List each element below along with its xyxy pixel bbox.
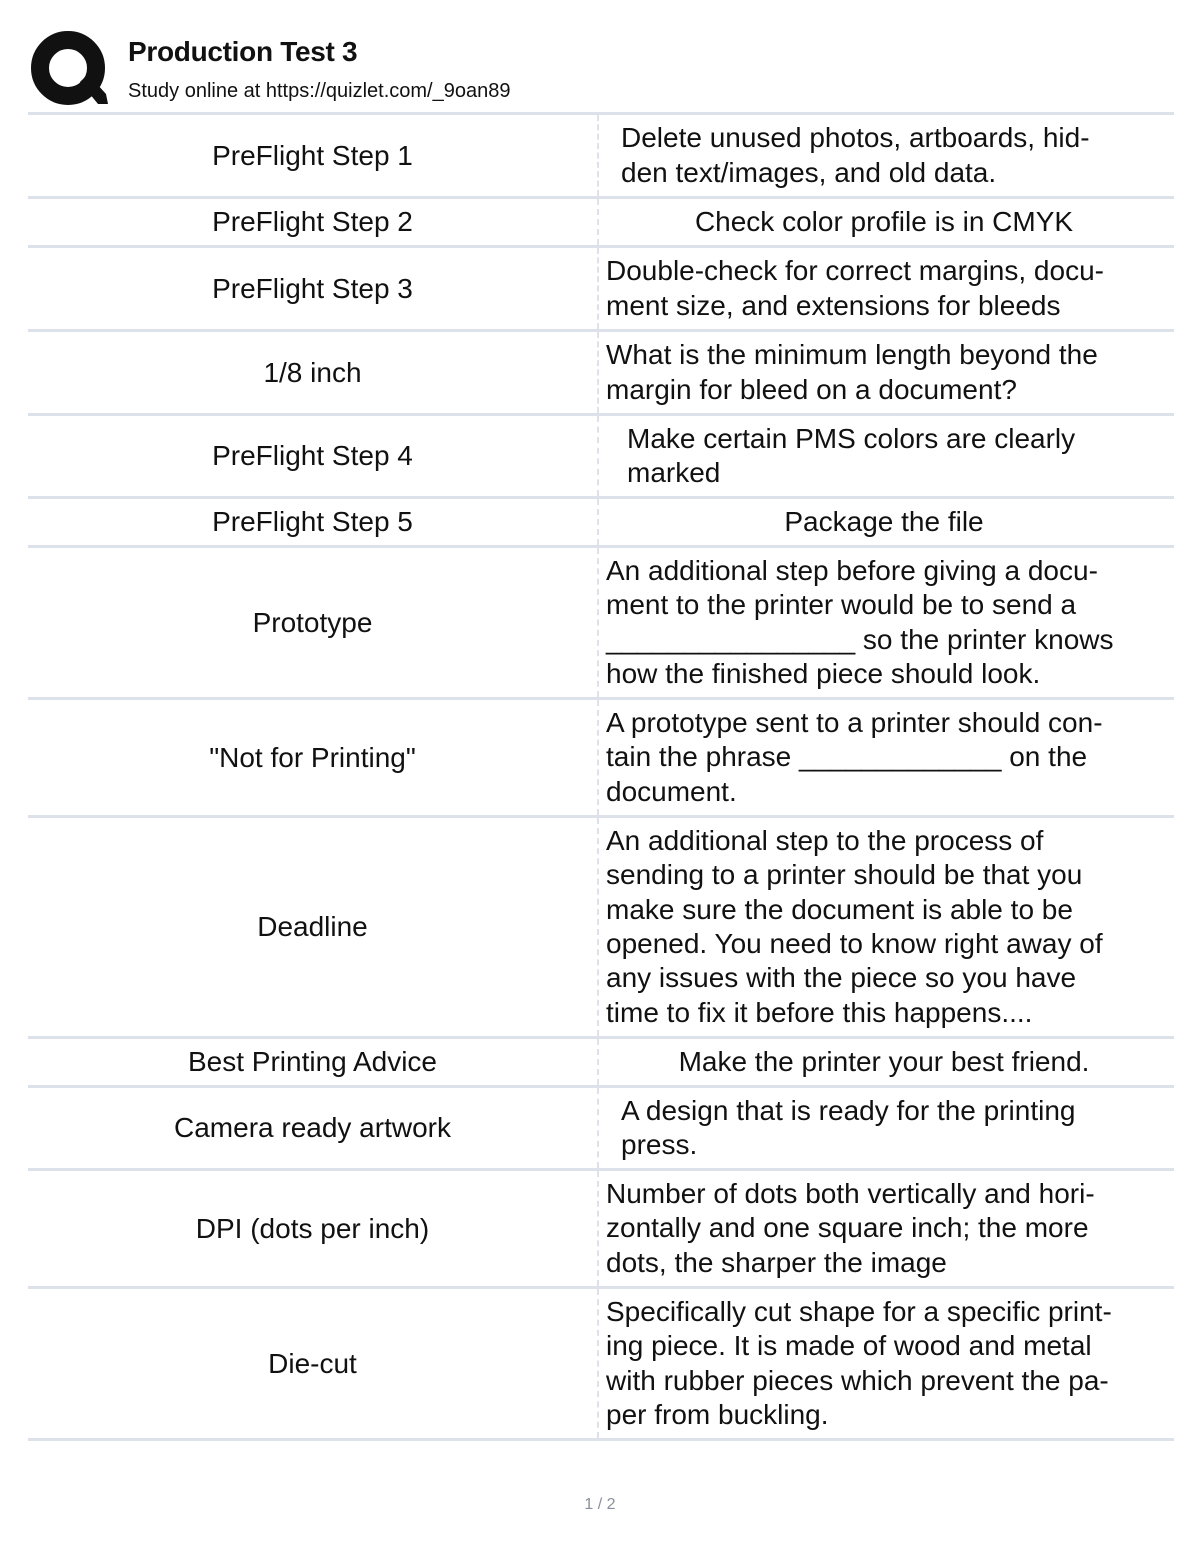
card-definition: Make the printer your best friend.	[678, 1045, 1090, 1077]
card-term: Deadline	[28, 818, 599, 1036]
card-term: Best Printing Advice	[28, 1039, 599, 1085]
card-term: Camera ready artwork	[28, 1088, 599, 1168]
card-row	[28, 115, 1174, 199]
card-term: PreFlight Step 4	[28, 416, 599, 496]
card-definition: A prototype sent to a printer should con- tain the phrase _____________ on the document.	[606, 706, 1103, 807]
card-term: Die-cut	[28, 1289, 599, 1438]
card-definition: An additional step before giving a docu- ment to the printer would be to send a ________________ so the printer knows how the finished piece should look.	[606, 554, 1114, 689]
card-definition: An additional step to the process of sending to a printer should be that you make sure the document is able to be opened. You need to know right away of any issues with the piece so you have time to fix it before this happens....	[606, 824, 1103, 1028]
card-definition: Delete unused photos, artboards, hid- den text/images, and old data.	[621, 122, 1090, 188]
quizlet-logo-icon	[30, 30, 110, 110]
card-row	[28, 499, 1174, 548]
card-definition: What is the minimum length beyond the margin for bleed on a document?	[606, 339, 1098, 405]
card-row	[28, 416, 1174, 499]
card-row	[28, 1039, 1174, 1088]
card-term: PreFlight Step 2	[28, 199, 599, 245]
card-definition: Specifically cut shape for a specific print- ing piece. It is made of wood and metal with rubber pieces which prevent the pa- per from buckling.	[606, 1295, 1112, 1430]
card-definition: Package the file	[784, 505, 984, 537]
card-row	[28, 1171, 1174, 1289]
study-online-link[interactable]: Study online at https://quizlet.com/_9oan89	[128, 80, 511, 102]
card-definition: A design that is ready for the printing press.	[621, 1094, 1076, 1160]
card-row	[28, 548, 1174, 700]
card-row	[28, 332, 1174, 416]
card-term: "Not for Printing"	[28, 700, 599, 815]
card-row	[28, 1088, 1174, 1171]
card-row	[28, 700, 1174, 818]
card-term: 1/8 inch	[28, 332, 599, 413]
page-header	[28, 28, 1178, 112]
flashcard-table	[28, 112, 1174, 1441]
card-definition: Double-check for correct margins, docu- ment size, and extensions for bleeds	[606, 255, 1104, 321]
card-row	[28, 199, 1174, 248]
card-row	[28, 1289, 1174, 1441]
card-term: PreFlight Step 5	[28, 499, 599, 545]
page-title: Production Test 3	[128, 36, 358, 67]
card-row	[28, 818, 1174, 1039]
card-definition: Make certain PMS colors are clearly marked	[627, 422, 1076, 488]
page-number: 1 / 2	[584, 1496, 616, 1513]
card-term: PreFlight Step 3	[28, 248, 599, 329]
card-term: Prototype	[28, 548, 599, 697]
card-definition: Number of dots both vertically and hori- zontally and one square inch; the more dots, the sharper the image	[606, 1177, 1095, 1278]
card-term: PreFlight Step 1	[28, 115, 599, 196]
card-row	[28, 248, 1174, 332]
card-term: DPI (dots per inch)	[28, 1171, 599, 1286]
card-definition: Check color profile is in CMYK	[694, 205, 1074, 237]
